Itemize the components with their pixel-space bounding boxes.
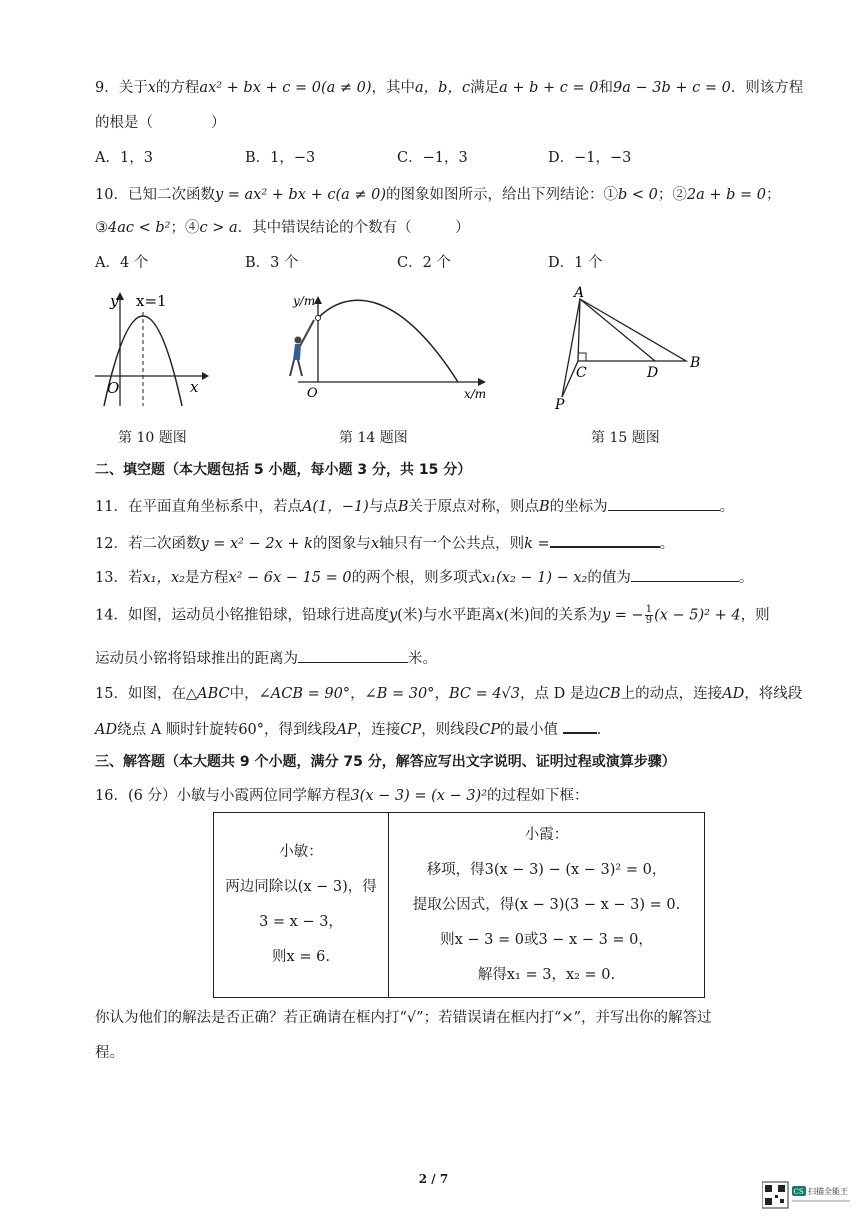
q10-text: ．其中错误结论的个数有（ ） <box>237 220 470 236</box>
q13-text: 的两个根，则多项式 <box>351 570 483 586</box>
athlete-icon <box>290 320 314 376</box>
q14-text: (米)间的关系为 <box>503 607 602 624</box>
q10-text: ；② <box>657 187 687 203</box>
q16-text: 的过程如下框： <box>487 788 589 804</box>
q9-condition: 9a − 3b + c = 0 <box>612 80 731 96</box>
q15-text: ，点 D 是边 <box>520 686 599 702</box>
q13-text: 。 <box>738 570 754 586</box>
q13-expression: x₁(x₂ − 1) − x₂ <box>482 570 588 586</box>
q14-text: (米)与水平距离 <box>397 607 496 624</box>
q9-text: ，其中 <box>371 80 416 96</box>
q14-text: 运动员小铭将铅球推出的距离为 <box>95 651 298 667</box>
q14-equation: (x − 5)² + 4 <box>654 607 741 624</box>
q15-segment: AD <box>95 722 118 738</box>
q13-number: 13． <box>95 570 128 586</box>
q16-xiaomin-step: 两边同除以(x − 3)，得 <box>225 879 377 895</box>
q16-xiaoxia-step: 移项，得3(x − 3) − (x − 3)² = 0， <box>426 861 667 878</box>
q13-text: 的值为 <box>587 570 631 586</box>
q15-answer-blank[interactable] <box>563 718 597 734</box>
q15-segment: AD <box>722 686 745 702</box>
q14-text: 如图，运动员小铭推铅球，铅球行进高度 <box>127 607 389 624</box>
q11-text: 。 <box>719 499 735 515</box>
q9-option-d: D．−1，−3 <box>548 150 632 166</box>
q16-xiaoxia-step: 解得x₁ = 3，x₂ = 0. <box>477 966 616 983</box>
q9-number: 9． <box>95 80 119 96</box>
q14-equation: y = − <box>602 607 644 624</box>
fig15-segment-ad <box>580 299 655 361</box>
q12-text: 。 <box>659 536 675 552</box>
fig15-segment-ap <box>562 299 580 397</box>
q16-xiaoxia-step: 提取公因式，得(x − 3)(3 − x − 3) = 0. <box>412 896 681 913</box>
q12-number: 12． <box>95 536 128 552</box>
fig15-caption: 第 15 题图 <box>591 430 660 446</box>
q10-conclusion: 2a + b = 0 <box>686 187 767 203</box>
q15-text: 的最小值 <box>499 722 558 738</box>
q15-angle: 60° <box>238 722 265 738</box>
q15-segment: CB <box>598 686 621 702</box>
q9-text: 满足 <box>470 80 500 96</box>
q10-number: 10． <box>95 187 128 203</box>
q12 <box>95 532 674 554</box>
q10-line2 <box>95 218 470 238</box>
q16-xiaoxia-name: 小霞： <box>524 826 569 843</box>
q10-text: ； <box>766 187 781 203</box>
figure-15-triangle <box>550 285 710 413</box>
q11 <box>95 496 734 517</box>
fig10-y-label: y <box>110 292 119 310</box>
q11-var: B <box>539 499 550 515</box>
q15-text: 上的动点，连接 <box>620 686 723 702</box>
q12-text: 的图象与 <box>312 536 371 552</box>
q11-point: A(1，−1) <box>301 499 369 515</box>
q9-option-c: C．−1，3 <box>397 150 468 166</box>
fig10-axis-label: x=1 <box>136 292 167 310</box>
q11-text: 关于原点对称，则点 <box>408 499 539 515</box>
q10-option-a: A．4 个 <box>95 255 149 271</box>
q15-text: 中， <box>229 686 259 702</box>
q14-frac-den: 9 <box>645 615 653 626</box>
q15-text: 绕点 A 顺时针旋转 <box>117 722 239 738</box>
q9-text: 关于 <box>118 80 148 96</box>
q9-text: ．则该方程 <box>730 80 804 96</box>
fig14-x-arrow <box>478 378 486 386</box>
q16-question-cont: 程。 <box>95 1045 124 1061</box>
fig15-label-b: B <box>690 355 701 371</box>
q14-text: ，则 <box>740 607 770 624</box>
q16-solution-xiaomin <box>214 813 389 998</box>
q14-answer-blank[interactable] <box>298 648 408 663</box>
fig15-label-p: P <box>555 397 565 413</box>
q16-equation: 3(x − 3) = (x − 3)² <box>350 788 488 804</box>
scanner-logo-text: 扫描全能王 <box>808 1187 848 1196</box>
q14-fraction <box>645 605 653 626</box>
q13 <box>95 567 753 588</box>
scanner-watermark <box>762 1180 852 1210</box>
q15-text: ，连接 <box>356 722 401 738</box>
fig15-right-angle <box>578 353 586 361</box>
q15-text: ，将线段 <box>744 686 803 702</box>
section-3-heading: 三、解答题（本大题共 9 个小题，满分 75 分，解答应写出文字说明、证明过程或演算步骤） <box>95 754 676 770</box>
q11-text: 与点 <box>368 499 398 515</box>
q10-text: 的图象如图所示，给出下列结论：① <box>386 187 619 203</box>
q14-number: 14． <box>95 607 128 624</box>
figure-10-parabola <box>90 288 210 413</box>
fig14-ball <box>316 316 321 321</box>
q15-text: ，则线段 <box>421 722 480 738</box>
q10-conclusion: 4ac < b² <box>108 220 171 236</box>
q9-var: x <box>147 80 156 96</box>
q11-var: B <box>397 499 409 515</box>
q10-option-c: C．2 个 <box>397 255 451 271</box>
q12-equation: y = x² − 2x + k <box>200 536 313 552</box>
q15-text: ， <box>434 686 449 702</box>
q14-unit: 米。 <box>408 651 437 667</box>
q10-option-d: D．1 个 <box>548 255 603 271</box>
q15-length: BC = 4√3 <box>448 686 521 702</box>
q11-text: 在平面直角坐标系中，若点 <box>127 499 302 515</box>
section-2-heading: 二、填空题（本大题包括 5 小题，每小题 3 分，共 15 分） <box>95 462 472 478</box>
q14-var: x <box>495 607 504 624</box>
q15-text: ，得到线段 <box>264 722 337 738</box>
fig10-caption: 第 10 题图 <box>118 430 187 446</box>
q10-conclusion: b < 0 <box>618 187 658 203</box>
q16-intro <box>95 786 589 806</box>
q15-angle: ∠ACB = 90° <box>258 686 351 702</box>
q9-text: 的方程 <box>155 80 200 96</box>
fig10-x-label: x <box>190 378 199 396</box>
q10-text: 已知二次函数 <box>127 187 215 203</box>
q13-text: 是方程 <box>184 570 229 586</box>
q12-text: 若二次函数 <box>127 536 201 552</box>
q16-number: 16． <box>95 788 128 804</box>
q14-var: y <box>388 607 398 624</box>
q9-option-a: A．1，3 <box>95 150 153 166</box>
q15-line2 <box>95 718 601 740</box>
page-number: 2 / 7 <box>418 1172 449 1186</box>
figure-14-shot-put <box>278 290 493 405</box>
q14-frac-num: 1 <box>645 604 653 615</box>
q9-option-b: B．1，−3 <box>245 150 316 166</box>
q15-number: 15． <box>95 686 128 702</box>
q12-var: x <box>370 536 380 552</box>
q16-solution-box <box>213 812 705 998</box>
q16-xiaomin-name: 小敏： <box>279 844 323 860</box>
q15-line1 <box>95 684 802 704</box>
q16-question: 你认为他们的解法是否正确？若正确请在框内打“√”；若错误请在框内打“×”，并写出你的解答过 <box>95 1010 712 1026</box>
q15-triangle: ABC <box>197 686 230 702</box>
fig15-label-d: D <box>647 365 659 381</box>
fig15-label-a: A <box>574 285 585 301</box>
q16-xiaoxia-step: 则x − 3 = 0或3 − x − 3 = 0， <box>440 931 653 948</box>
q16-xiaomin-step: 3 = x − 3， <box>259 914 343 930</box>
q9-equation: ax² + bx + c = 0(a ≠ 0) <box>199 80 372 96</box>
scanner-logo-badge: CS <box>793 1188 804 1196</box>
qr-code-icon <box>762 1180 852 1210</box>
q9-vars: a，b，c <box>415 80 471 96</box>
q13-equation: x² − 6x − 15 = 0 <box>228 570 352 586</box>
q15-segment: AP <box>336 722 357 738</box>
fig15-label-c: C <box>576 365 587 381</box>
fig14-y-label: y/m <box>293 294 316 308</box>
q10-conclusion: c > a <box>199 220 238 236</box>
q15-angle: ∠B = 30° <box>364 686 435 702</box>
q15-text: . <box>596 722 602 738</box>
fig14-trajectory <box>318 300 458 382</box>
q15-segment: CP <box>479 722 500 738</box>
q12-answer-blank[interactable] <box>550 532 660 548</box>
q16-text: (6 分）小敏与小霞两位同学解方程 <box>127 788 351 804</box>
q13-text: 若 <box>127 570 143 586</box>
fig14-origin-label: O <box>307 386 318 401</box>
q9-line1 <box>95 78 803 98</box>
q11-text: 的坐标为 <box>549 499 608 515</box>
q12-text: 轴只有一个公共点，则 <box>379 536 525 552</box>
q15-text: ， <box>350 686 365 702</box>
q15-text: 如图，在△ <box>127 686 198 702</box>
q11-number: 11． <box>95 499 128 515</box>
q12-var: k = <box>524 536 550 552</box>
q11-answer-blank[interactable] <box>608 496 720 511</box>
q16-solution-xiaoxia <box>389 813 705 998</box>
fig14-caption: 第 14 题图 <box>339 430 408 446</box>
q9-text: 和 <box>598 80 613 96</box>
fig10-origin-label: O <box>107 379 120 397</box>
q15-segment: CP <box>400 722 422 738</box>
fig14-x-label: x/m <box>464 387 487 401</box>
q16-xiaomin-step: 则x = 6. <box>272 949 330 965</box>
q10-text: ③ <box>95 220 108 236</box>
q9-condition: a + b + c = 0 <box>499 80 599 96</box>
fig10-x-arrow <box>202 372 209 380</box>
q10-equation: y = ax² + bx + c(a ≠ 0) <box>214 187 387 203</box>
q10-text: ；④ <box>170 220 200 236</box>
q14-line2 <box>95 648 437 669</box>
fig15-triangle-abc <box>578 299 686 361</box>
q10-line1 <box>95 185 781 205</box>
q14-line1 <box>95 605 770 626</box>
q13-answer-blank[interactable] <box>631 567 739 582</box>
q13-roots: x₁，x₂ <box>142 570 185 586</box>
q10-option-b: B．3 个 <box>245 255 299 271</box>
q9-line2: 的根是（ ） <box>95 115 226 131</box>
